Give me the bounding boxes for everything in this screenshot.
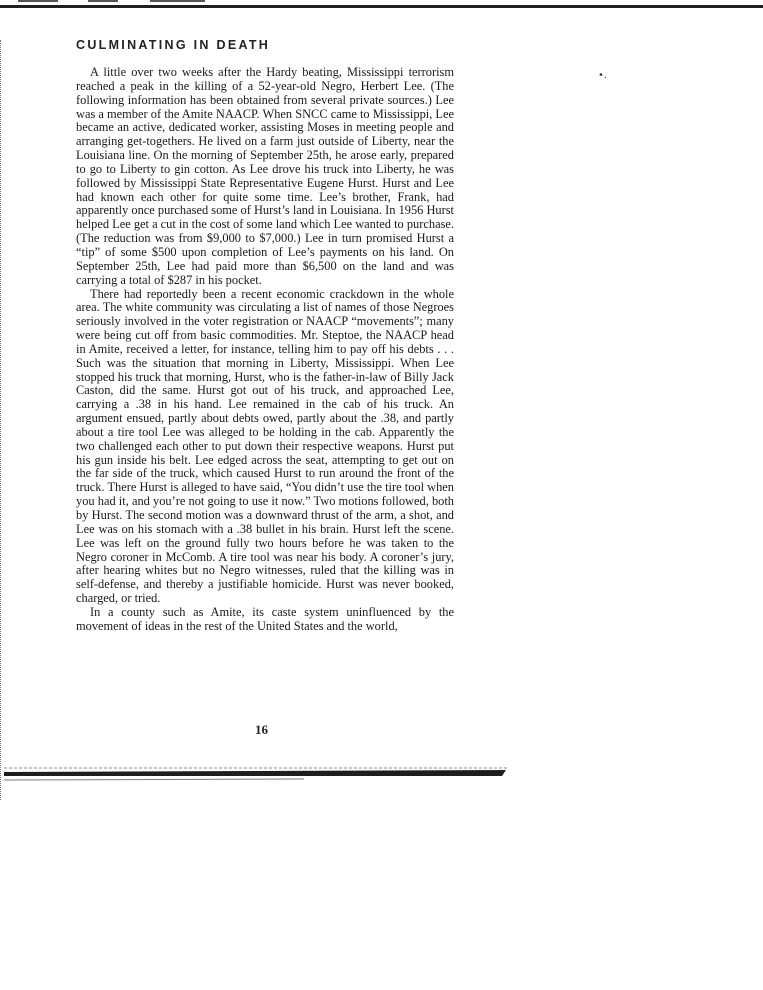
paragraph-2: There had reportedly been a recent economic crackdown in the whole area. The white community was circulating a list of names of those Negroes seriously involved in the voter registration or NAACP “movements”; many were being cut off from basic commodities. Mr. Steptoe, the NAACP head in Amite, received a letter, for instance, telling him to pay off his debts . . . Such was the situation that morning in Liberty, Mississippi. When Lee stopped his truck that morning, Hurst, who is the father-in-law of Billy Jack Caston, did the same. Hurst got out of his truck, and approached Lee, carrying a .38 in his hand. Lee remained in the cab of his truck. An argument ensued, partly about debts owed, partly about the .38, and partly about a tire tool Lee was alleged to be holding in the cab. Apparently the two challenged each other to put down their respective weapons. Hurst put his gun inside his belt. Lee edged across the seat, attempting to get out on the far side of the truck, which caused Hurst to run around the front of the truck. There Hurst is alleged to have said, “You didn’t use the tire tool when you had it, and you’re not going to use it now.” Two motions followed, both by Hurst. The second motion was a downward thrust of the arm, a shot, and Lee was on his stomach with a .38 bullet in his brain. Hurst left the scene. Lee was left on the ground fully two hours before he was taken to the Negro coroner in McComb. A tire tool was near his body. A coroner’s jury, after hearing whites but no Negro witnesses, ruled that the killing was in self-defense, and thereby a justifiable homicide. Hurst was never booked, charged, or tried. [76,286,454,606]
scan-speck-mark: •. [598,70,608,81]
paragraph-1: A little over two weeks after the Hardy beating, Mississippi terrorism reached a peak in the killing of a 52-year-old Negro, Herbert Lee. (The following information has been obtained from several private sources.) Lee was a member of the Amite NAACP. When SNCC came to Mississippi, Lee became an active, dedicated worker, assisting Moses in meeting people and arranging get-togethers. He lived on a farm just outside of Liberty, near the Louisiana line. On the morning of September 25th, he arose early, prepared to go to Liberty to gin cotton. As Lee drove his truck into Liberty, he was followed by Mississippi State Representative Eugene Hurst. Hurst and Lee had known each other for quite some time. Lee’s brother, Frank, had apparently once purchased some of Hurst’s land in Louisiana. In 1956 Hurst helped Lee get a cut in the cost of some land which Lee wanted to purchase. (The reduction was from $9,000 to $7,000.) Lee in turn promised Hurst a “tip” of some $500 upon completion of Lee’s payments on his land. On September 25th, Lee had paid more than $6,500 on the land and was carrying a total of $287 in his pocket. [76,65,454,287]
scan-top-edge [0,0,763,9]
paragraph-3: In a county such as Amite, its caste system uninfluenced by the movement of ideas in the rest of the United States and the world, [76,604,454,633]
scan-left-edge [0,40,4,800]
page-bottom-rule [4,762,508,802]
book-page [76,38,454,634]
page-number: 16 [255,722,268,737]
chapter-heading: CULMINATING IN DEATH [76,38,271,52]
